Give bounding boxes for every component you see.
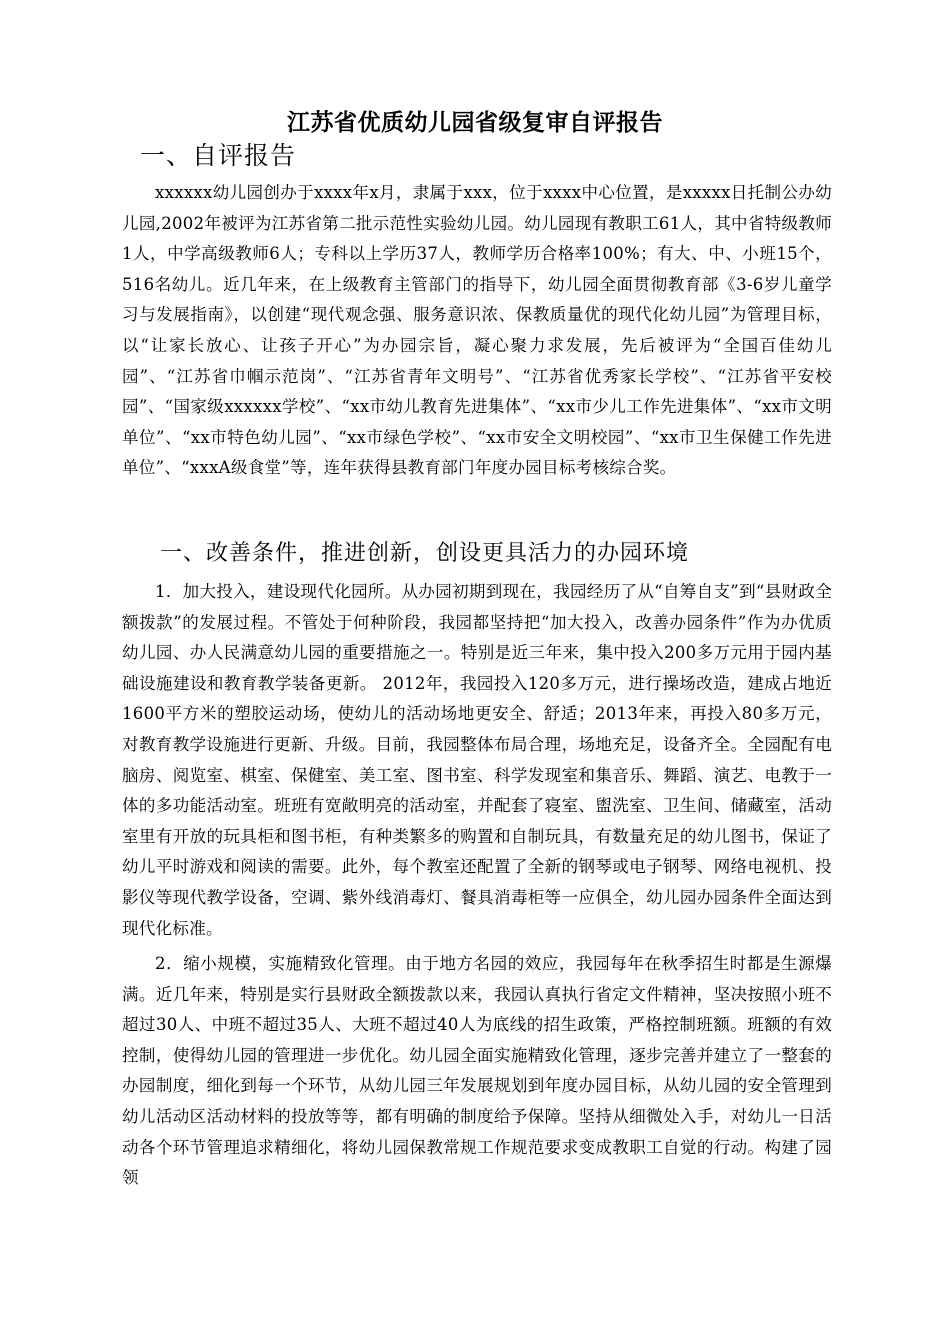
paragraph-2: 2．缩小规模，实施精致化管理。由于地方名园的效应，我园每年在秋季招生时都是生源爆满。近几年来，特别是实行县财政全额拨款以来，我园认真执行省定文件精神，坚决按照小班不超过30人、中班不超过35人、大班不超过40人为底线的招生政策，严格控制班额。班额的有效控制，使得幼儿园的管理进一步优化。幼儿园全面实施精致化管理，逐步完善并建立了一整套的办园制度，细化到每一个环节，从幼儿园三年发展规划到年度办园目标，从幼儿园的安全管理到幼儿活动区活动材料的投放等等，都有明确的制度给予保障。坚持从细微处入手，对幼儿一日活动各个环节管理追求精细化，将幼儿园保教常规工作规范要求变成教职工自觉的行动。构建了园领 bbox=[122, 954, 832, 1188]
subsection-heading: 一、改善条件，推进创新，创设更具活力的办园环境 bbox=[160, 541, 690, 566]
intro-paragraph: xxxxxx幼儿园创办于xxxx年x月，隶属于xxx，位于xxxx中心位置，是xxxxx日托制公办幼儿园,2002年被评为江苏省第二批示范性实验幼儿园。幼儿园现有教职工61人，其中省特级教师1人，中学高级教师6人；专科以上学历37人，教师学历合格率100%；有大、中、小班15个，516名幼儿。近几年来，在上级教育主管部门的指导下，幼儿园全面贯彻教育部《3-6岁儿童学习与发展指南》，以创建“现代观念强、服务意识浓、保教质量优的现代化幼儿园”为管理目标，以“让家长放心、让孩子开心”为办园宗旨，凝心聚力求发展，先后被评为“全国百佳幼儿园”、“江苏省巾帼示范岗”、“江苏省青年文明号”、“江苏省优秀家长学校”、“江苏省平安校园”、“国家级xxxxxx学校”、“xx市幼儿教育先进集体”、“xx市少儿工作先进集体”、“xx市文明单位”、“xx市特色幼儿园”、“xx市绿色学校”、“xx市安全文明校园”、“xx市卫生保健工作先进单位”、“xxxA级食堂”等，连年获得县教育部门年度办园目标考核综合奖。 bbox=[122, 183, 832, 478]
document-title: 江苏省优质幼儿园省级复审自评报告 bbox=[287, 109, 663, 136]
section-heading: 一、自评报告 bbox=[140, 141, 297, 170]
paragraph-1: 1．加大投入，建设现代化园所。从办园初期到现在，我园经历了从“自筹自支”到“县财政全额拨款”的发展过程。不管处于何种阶段，我园都坚持把“加大投入，改善办园条件”作为办优质幼儿园、办人民满意幼儿园的重要措施之一。特别是近三年来，集中投入200多万元用于园内基础设施建设和教育教学装备更新。 2012年，我园投入120多万元，进行操场改造，建成占地近 1600平方米的塑胶运动场，使幼儿的活动场地更安全、舒适；2013年来，再投入80多万元，对教育教学设施进行更新、升级。目前，我园整体布局合理，场地充足，设备齐全。全园配有电脑房、阅览室、棋室、保健室、美工室、图书室、科学发现室和集音乐、舞蹈、演艺、电教于一体的多功能活动室。班班有宽敞明亮的活动室，并配套了寝室、盥洗室、卫生间、储藏室，活动室里有开放的玩具柜和图书柜，有种类繁多的购置和自制玩具，有数量充足的幼儿图书，保证了幼儿平时游戏和阅读的需要。此外，每个教室还配置了全新的钢琴或电子钢琴、网络电视机、投影仪等现代教学设备，空调、紫外线消毒灯、餐具消毒柜等一应俱全，幼儿园办园条件全面达到现代化标准。 bbox=[122, 582, 832, 938]
